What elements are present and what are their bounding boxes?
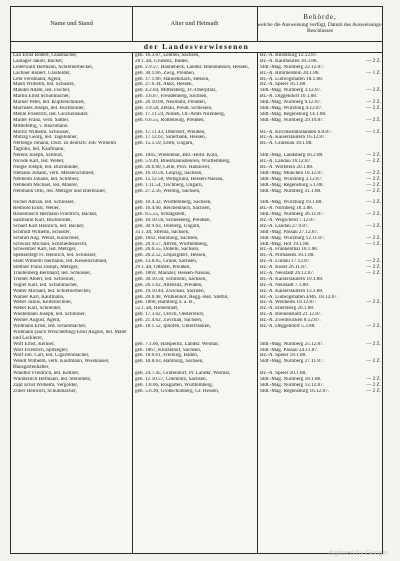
entry-mark: — 2 Z. (366, 175, 381, 182)
entry-mark: — 2 Z. (366, 323, 381, 329)
entry-origin: geb. 16.10.56, Leipzig, Sachsen, (135, 170, 203, 176)
entry-origin: geb. 5.9.49, Bliesmannsbeuren, Württemberg, (135, 159, 231, 165)
entry-name: Nichel Adrian, led. Schlosser, (13, 200, 75, 206)
entry-name: Schwarz Michael, Schmiedeknecht, (13, 241, 88, 247)
entry-authority: Bz.-A. Zweibrücken 8.12.87. (260, 318, 321, 324)
entry-name: Werner August, Agent, (13, 318, 61, 324)
entry-name: Nebmann Otto, led. Metzger und Bierbrauer, (13, 188, 107, 194)
entry-authority: Bz.-A. Kaiserslautern 16.12.87. (260, 135, 326, 141)
entry-name: Laulager Jakob, Bäcker, (13, 58, 64, 64)
entry-name: Warner Karl, Kaufmann, (13, 294, 65, 300)
entry-mark: — 2 Z. (366, 152, 381, 159)
entry-name: Stahl Wilhelm Hermann, led. Kesselschmied, (13, 259, 108, 265)
entry-origin: geb. 18.1.52, Iphofen, Unterfranken, (135, 324, 211, 329)
entry-name: Wandtor Friedrich, led. Kellner, (13, 371, 80, 377)
entry-name: Martin Ernst Schuhmacher, (13, 94, 70, 100)
entry-origin: geb. 24.7.45, Gräfendorf, Pr. Landkr. Weimar, (135, 371, 231, 377)
entry-name: Nemann Johann, verh. Messerschmied, (13, 170, 95, 176)
entry-mark: — 2 Z. (366, 264, 381, 271)
entry-authority: Bz.-A. Kirchheimbolanden 6.8.87. (260, 129, 332, 135)
entry-mark: — 2 Z. (366, 358, 381, 365)
entry-mark: — 2 Z. (366, 381, 381, 388)
entry-authority: Bz.-A. Neustadt 7.1.88. (260, 282, 310, 288)
entry-origin: geb. 17.11.59, Nubeh, Or.-Amts Nirenberg, (135, 111, 226, 117)
entry-name: Mann Wilhelm, led. Schuster, (13, 82, 75, 88)
entry-name: Vogler Karl, led. Schuhmacher, (13, 282, 79, 288)
entry-name: Wolf Friedrich, Spitzegler, (13, 347, 69, 353)
entry-mark: — 1 Z. (366, 69, 381, 76)
entry-name: Widmann Ernst, led. Schuhmacher, (13, 324, 87, 329)
entry-origin: geb. 18.6.61, Freiburg, Baden, (135, 353, 199, 359)
entry-authority: Bz.-A. Nürnberg 18.1.88. (260, 206, 314, 212)
entry-mark: — 2 Z. (366, 169, 381, 176)
watermark: digitized by Google (328, 550, 388, 557)
entry-mark: — 2 Z. (366, 105, 381, 112)
entry-authority: Bz.-A. Pirmasens 10.1.88. (260, 253, 315, 259)
entry-origin: geb. 4.2.64, Mittersberg, Fr.-Oberpfalz, (135, 88, 217, 94)
entry-mark: — 1 Z. (366, 128, 381, 135)
entry-authority: Bz.-A. Speier 18.1.88. (260, 353, 307, 359)
entry-origin: geb. 10.4.32, Württemberg, Sachsen, (135, 200, 212, 206)
entry-name: Treiber Albert, led. Schreiner, (13, 276, 75, 282)
entry-origin: geb. 7.1.66, Halsperitz, Landkr. Weimar, (135, 341, 220, 347)
entry-authority: Bz.-A. Kaiserslautern 13.1.88. (260, 288, 324, 294)
table-row (11, 359, 382, 371)
entry-authority: Stdt.-Mag. Nürnberg 9.12.87. (260, 100, 322, 106)
authority-header-subtitle: welche die Ausweisung verfügt, Datum des Ausweisungs-Beschlusses (257, 21, 383, 34)
entry-origin: geb. 13.8.65, Grüne, Sachsen, (135, 259, 198, 265)
entry-origin: geb. 16.3.67, Lenben, Sachsen, (135, 53, 200, 58)
entry-mark: — 2 Z. (366, 234, 381, 241)
entry-name: Nertengo Johann, Dozt. zu deutsch: Joh. Wilhelm Taglohn, led. Kaufmann, (13, 141, 116, 153)
entry-origin: geb. 15.5.59, Leith, Ungarn, (135, 141, 194, 147)
entry-authority: Bz.-A. Gräfenau 18.1.88. (260, 141, 313, 147)
column-header-age: Alter und Heimath (170, 20, 219, 28)
entry-origin: geb. 1842, Harzburg, Sachsen, (135, 235, 199, 241)
entry-name: Machsles Joseph, led. Buchbinder, (13, 106, 85, 112)
entry-origin: 33 J. alt, Strehla, Sachsen, (135, 229, 190, 235)
entry-origin: geb. 1867, Klötzelhof, Sachsen, (135, 347, 202, 353)
entry-authority: Bz.-A. Ludwigshafen a/Rh. 18.12.87. (260, 294, 338, 300)
entry-name: Wunderlich Hermann, led. Steinmetz, (13, 377, 92, 383)
entry-authority: Bz.-A. Ludwigshafen 18.1.88. (260, 76, 323, 82)
entry-authority: Stdt.-Mag. Nürnberg 13.12.87. (260, 382, 325, 388)
entry-authority: Stdt.-Mag. Nürnberg 22.12.87. (260, 64, 325, 70)
entry-name: Salzmann Karl, Buchbinder, (13, 217, 72, 223)
register-table (10, 6, 383, 554)
entry-origin: geb. 1.8.66, Rosgarten, Württemberg, (135, 382, 214, 388)
entry-authority: Stdt.-Mag. Nürnberg 3.12.87. (260, 88, 322, 94)
entry-name: Lehr Ferdinand, Agent, (13, 76, 62, 82)
entry-list (11, 53, 382, 395)
entry-origin: geb. 27.6.34, Akks, Hessen, (135, 82, 193, 88)
entry-authority: Stdt.-Mag. Regensburg 16.12.87. (260, 388, 329, 394)
entry-origin: geb. 1860, Hamburg u. a. R., (135, 300, 195, 306)
entry-name: Niegle Joseph, led. Buchbinder, (13, 164, 80, 170)
entry-name: Wendl Wilhelm, verh. Kaufmann, Wieshäuser, Hausgartenhalter, (13, 359, 110, 371)
entry-origin: geb. 30.10.50, Schmölln, Sachsen, (135, 276, 207, 282)
entry-origin: geb. 3.9.58, Zeltau, Preuß. Schlesien, (135, 106, 213, 112)
entry-authority: Stdt.-Mag. Passau 24.11.87. (260, 347, 319, 353)
authority-header-title: Behörde, (303, 13, 337, 22)
entry-mark: — 1 Z. (366, 240, 381, 247)
entry-name: Spenkelfegt Fr. Heinrich, led. Schlosser, (13, 253, 97, 259)
entry-authority: Stdt.-Mag. Nürnberg 29.10.87. (260, 117, 325, 123)
entry-name: Mehle Friedrich, led. Glockenlauter, (13, 111, 89, 117)
entry-origin: geb. 30.9.63, Teleberg, Ungarn, (135, 223, 201, 229)
entry-mark: — 2 Z. (366, 258, 381, 265)
entry-origin: geb. 19.10.44, Zwickau, Sachsen, (135, 288, 205, 294)
entry-name: Schmidt Wilhelm, Schuster, (13, 229, 71, 235)
entry-authority: Stdt.-Mag. Passau 27.12.87. (260, 229, 319, 235)
entry-authority: Bz.-A. Bonnenstadt 21.12.87. (260, 312, 322, 318)
entry-origin: geb. 5.6.30, Großschönberg, Gr. Hessen, (135, 388, 220, 394)
entry-authority: Bz.-A. Neustadt 26.12.87. (260, 270, 315, 276)
entry-authority: Stdt.-Mag. Nürnberg 27.11.87. (260, 359, 324, 365)
entry-mark: — 2 Z. (366, 116, 381, 123)
entry-authority: Bz.-A. Lindau 17.12.87. (260, 259, 311, 265)
entry-name: Mutzig Georg, led. Tagelöhner, (13, 135, 78, 141)
entry-origin: geb. 17.1.66, Hanneholach, Hessen, (135, 76, 210, 82)
entry-authority: Stdt.-Mag. München 16.12.87. (260, 170, 324, 176)
entry-authority: Bz.-A. Speier 16.1.88. (260, 82, 307, 88)
section-title: der Landesverwiesenen (11, 42, 382, 52)
entry-origin: geb. 26.6.55, Döbeln, Sachsen, (135, 247, 200, 253)
entry-name: Zuber Heinrich, Schuhmacher, (13, 388, 77, 394)
entry-origin: geb. 16.4.60, Reichenbach, Sachsen, (135, 206, 211, 212)
entry-mark: — 2 Z. (366, 340, 381, 347)
entry-name: Weber Julius, Kellerrechner, (13, 300, 73, 306)
entry-name: Trautenberg Bernhard, led. Schlosser, (13, 270, 92, 276)
entry-authority: Stdt.-Mag. Regensburg 14.1.88. (260, 111, 327, 117)
entry-name: Schweitzer Karl, led. Metzger, (13, 247, 77, 253)
entry-name: Lederwald Hermann, Schiefnerbecker, (13, 64, 94, 70)
entry-name: Marner Peter, led. Kupferschmied, (13, 100, 85, 106)
entry-mark: — 2 Z. (366, 57, 381, 64)
entry-mark: — 2 Z. (366, 187, 381, 194)
entry-authority: Bz.-A. Kaiserslautern 10.1.88. (260, 276, 324, 282)
entry-authority: Bz.-A. Deggendorf 5.3.88. (260, 324, 316, 329)
entry-mark: — 2 Z. (366, 211, 381, 218)
table-row (11, 189, 382, 201)
entry-origin: 52 J. alt, Hollerstadt, (135, 306, 179, 312)
entry-origin: geb. 29.9.57, Alfred, Württemberg, (135, 241, 208, 247)
column-header-name: Name und Stand (50, 20, 93, 28)
entry-authority: Bz.-A. Kaufbeuren 30.3.88. (260, 58, 318, 64)
entry-name: Wolf Ernst, Kellner, (13, 341, 55, 347)
entry-authority: Stdt.-Mag. Hof 19.1.88. (260, 241, 310, 247)
entry-authority: Stdt.-Mag. Würzburg 19.1.88. (260, 200, 323, 206)
entry-origin: geb. 12.10.57, Chemnitz, Sachsen, (135, 377, 207, 383)
entry-name: Schaef Karl Heinrich, led. Bäcker, (13, 223, 85, 229)
entry-origin: geb. 2.9.57, Hannebeck, Landkr. Rheinhessen, Hessen, (135, 64, 249, 70)
entry-name: Mittelfettig, v. Bischmann. (13, 123, 69, 129)
entry-name: Rosenbusch Hermann Friedrich, Bäcker, (13, 212, 98, 218)
entry-authority: Bz.-A. Speier 20.1.88. (260, 371, 307, 377)
entry-authority: Stdt.-Mag. Nürnberg 26.11.87. (260, 212, 324, 218)
entry-origin: geb. 8.5.55, Schlagstedt, (135, 212, 186, 218)
entry-authority: Bz.-A. Frankenthal 10.1.88. (260, 247, 319, 253)
entry-name: Nicode Karl, led. Weber, (13, 159, 65, 165)
entry-mark: — 2 Z. (366, 299, 381, 306)
entry-mark: — 2 Z. (366, 158, 381, 165)
entry-name: Müller Franz, verh. Sattler, (13, 117, 70, 123)
entry-name: Walter Michael, led. Schiefnerbecker, (13, 288, 92, 294)
entry-name: Schmid Aug. Wenzl, Kürschner, (13, 235, 80, 241)
entry-mark: — 2 Z. (366, 181, 381, 188)
entry-mark: — 2 Z. (366, 199, 381, 206)
entry-mark: — 2 Z. (366, 269, 381, 276)
entry-origin: geb. 10.10.56, Schneeberg, Preußen, (135, 217, 211, 223)
entry-mark: — 2 Z. (366, 376, 381, 383)
entry-origin: geb. 1845, Wiesenhar, Bez.-Hofd. Köln, (135, 153, 219, 159)
table-row (11, 141, 382, 153)
entry-authority: Bz.-A. Landau 27.9.87. (260, 223, 309, 229)
entry-name: Lachner Robert, Glasfelder, (13, 70, 71, 76)
entry-authority: Bz.-A. Weilheim 10.12.87. (260, 300, 316, 306)
entry-name: Widmann (auch Wirschetting) Emil August, led. Maler und Lackierer, (13, 329, 127, 341)
entry-authority: Stdt.-Mag. Würzburg 3.12.87. (260, 176, 323, 182)
table-row (11, 389, 382, 395)
entry-mark: — 2 Z. (366, 222, 381, 229)
entry-origin: geb. 17.12.61, Sillerhank, Hessen, (135, 135, 207, 141)
entry-authority: Bz.-A. Kusel 26.11.87. (260, 265, 308, 271)
entry-origin: geb. 26.2.52, Leipzigdorf, Hessen, (135, 253, 207, 259)
entry-authority: Stdt.-Mag. Würzburg 12.11.87. (260, 235, 325, 241)
entry-authority: Bz.-A. Rimmelstein 20.1.88. (260, 70, 320, 76)
entry-mark: — 2 Z. (366, 387, 381, 394)
entry-origin: geb. 21.4.62, Zwickau, Sachsen, (135, 318, 203, 324)
entry-name: Moritz Wilhelm, Schlosser, (13, 129, 70, 135)
entry-mark: — 2 Z. (366, 99, 381, 106)
entry-origin: geb. 1869, Mainzer, Hessen-Nassau, (135, 270, 211, 276)
entry-origin: geb. 26.6.60, Celle, Prov. Hannover, (135, 164, 211, 170)
entry-authority: Bz.-A. Diggendorf 16.1.88. (260, 94, 318, 100)
entry-origin: geb. 18.8.63, Hamburg, Sachsen, (135, 359, 204, 365)
entry-name: Wiedemann Joseph, led. Schreiner, (13, 312, 86, 318)
entry-origin: geb. 6.6.55, Rottenburg, Preußen, (135, 117, 205, 123)
entry-origin: geb. 1.11.54, Tischberg, Ungarn, (135, 182, 203, 188)
entry-mark: — 2 Z. (366, 87, 381, 94)
entry-name: Nebheim Michael, led. Maurer, (13, 182, 79, 188)
entry-name: Nerens Joseph, Schmid, (13, 153, 63, 159)
entry-name: Nebheim Johann, led. Schmied, (13, 176, 79, 182)
column-header-authority (257, 7, 383, 41)
entry-name: Lau Ernst Robert, Glasmacher, (13, 53, 78, 58)
entry-name: Mandel Adam, led. Fischer, (13, 88, 71, 94)
entry-origin: geb. 3.6.67, Freudenberg, Sachsen, (135, 94, 208, 100)
entry-name: Redhold Ernst, Weber, (13, 206, 60, 212)
entry-authority: Stdt.-Mag. Nürnberg 31.1.88. (260, 188, 322, 194)
entry-origin: 28 J. alt, Grünenz, Baden, (135, 58, 189, 64)
entry-authority: Stdt.-Mag. Würzburg 4.12.87. (260, 106, 323, 112)
entry-authority: Stdt.-Mag. Nürnberg 25.12.87. (260, 341, 325, 347)
entry-name: Wolf Joh. Carl, led. Cigarrenmacher, (13, 353, 90, 359)
entry-authority: Stdt.-Mag. Nürnberg 18.1.88. (260, 377, 322, 383)
entry-name: Zapf Ernst Wilhelm, Vergolder, (13, 382, 79, 388)
entry-name: Weber Karl, Schneider, (13, 306, 62, 312)
table-row (11, 330, 382, 342)
entry-origin: geb. 20.8.48, Willkenhof, Regg.-Bez. Stettin, (135, 294, 229, 300)
entry-origin: geb. 27.2.56, Weimig, Sachsen, (135, 188, 201, 194)
entry-origin: geb. 26.1.62, Altensitz, Preußen, (135, 282, 203, 288)
entry-origin: 29 J. alt, Ottmell, Preußen, (135, 265, 191, 271)
entry-origin: geb. 30.1.66, Zwig, Preußen, (135, 70, 196, 76)
entry-origin: geb. 17.3.62, Ulrich, Oesterreich, (135, 312, 205, 318)
entry-authority: Bz.-A. Bilsbiburg 12.12.87. (260, 53, 318, 58)
entry-authority: Bz.-A. Wolfstein 20.1.88. (260, 164, 314, 170)
entry-authority: Bz.-A. Ebersberg 20.1.88. (260, 306, 315, 312)
entry-origin: geb. 20.10.60, Neumühl, Preußen, (135, 100, 207, 106)
entry-authority: Stdt.-Mag. Landsberg 16.2.88. (260, 153, 324, 159)
entry-authority: Bz.-A. Landau 16.12.87. (260, 159, 312, 165)
entry-authority: Stdt.-Mag. Regensburg 5.1.88. (260, 182, 324, 188)
entry-origin: geb. 15.12.58, Welsgrund, Hessen-Nassau, (135, 176, 224, 182)
entry-origin: geb. 17.11.43, Oberdorf, Preußen, (135, 129, 206, 135)
entry-authority: Bz.-A. Wegscheid 7.12.87. (260, 217, 316, 223)
entry-name: Stettner Franz Joseph, Metzger, (13, 265, 79, 271)
